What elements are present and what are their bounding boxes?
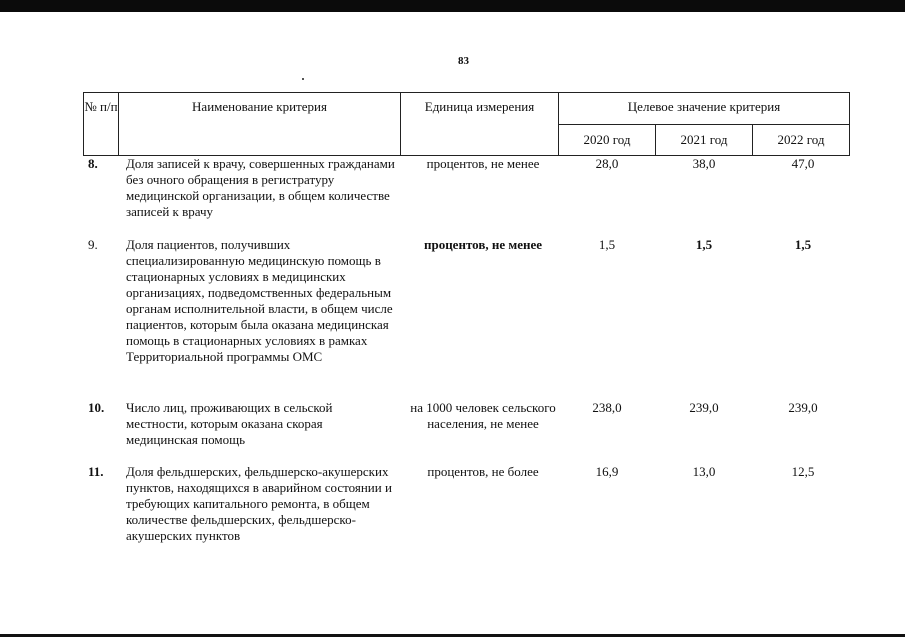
- row-value-2021: 38,0: [692, 156, 716, 171]
- header-criterion: Наименование критерия: [192, 99, 327, 114]
- row-value-2020: 16,9: [595, 464, 619, 479]
- row-criterion: Доля пациентов, получивших специализированную медицинскую помощь в стационарных условиях в медицинских организациях, подведомственных федеральным органам исполнительной власти, в общем числе пациентов, которым была оказана медицинская помощь в стационарных условиях в рамках Территориальной программы ОМС: [126, 237, 393, 364]
- row-unit: на 1000 человек сельского населения, не менее: [410, 400, 556, 431]
- row-unit: процентов, не менее: [423, 237, 543, 252]
- row-value-2022: 12,5: [791, 464, 815, 479]
- row-value-2021: 13,0: [692, 464, 716, 479]
- row-number: 10.: [88, 400, 105, 415]
- row-value-2020: 238,0: [592, 400, 622, 415]
- row-value-2022: 47,0: [791, 156, 815, 171]
- row-number: 8.: [88, 156, 98, 171]
- header-num: № п/п: [84, 99, 118, 114]
- row-criterion: Число лиц, проживающих в сельской местности, которым оказана скорая медицинская помощь: [126, 400, 333, 447]
- page-number: 83: [458, 55, 469, 67]
- header-unit: Единица измерения: [424, 99, 535, 114]
- row-criterion: Доля фельдшерских, фельдшерско-акушерских пунктов, находящихся в аварийном состоянии и требующих капитального ремонта, в общем количестве фельдшерских, фельдшерско-акушерских пунктов: [126, 464, 392, 543]
- header-target: Целевое значение критерия: [627, 99, 781, 114]
- row-unit: процентов, не более: [427, 464, 539, 479]
- row-value-2020: 28,0: [595, 156, 619, 171]
- header-year-2022: 2022 год: [777, 132, 825, 147]
- row-value-2021: 239,0: [689, 400, 719, 415]
- scan-speck: [302, 78, 304, 80]
- bottom-border: [0, 634, 905, 637]
- row-value-2022: 239,0: [788, 400, 818, 415]
- row-value-2020: 1,5: [598, 237, 616, 252]
- row-criterion: Доля записей к врачу, совершенных гражданами без очного обращения в регистратуру медицинской организации, в общем количестве записей к врачу: [126, 156, 395, 219]
- row-number: 11.: [88, 464, 104, 479]
- row-value-2022: 1,5: [794, 237, 812, 252]
- header-year-2021: 2021 год: [680, 132, 728, 147]
- header-year-2020: 2020 год: [583, 132, 631, 147]
- row-value-2021: 1,5: [695, 237, 713, 252]
- row-unit: процентов, не менее: [426, 156, 540, 171]
- row-number: 9.: [88, 237, 98, 252]
- top-border: [0, 0, 905, 12]
